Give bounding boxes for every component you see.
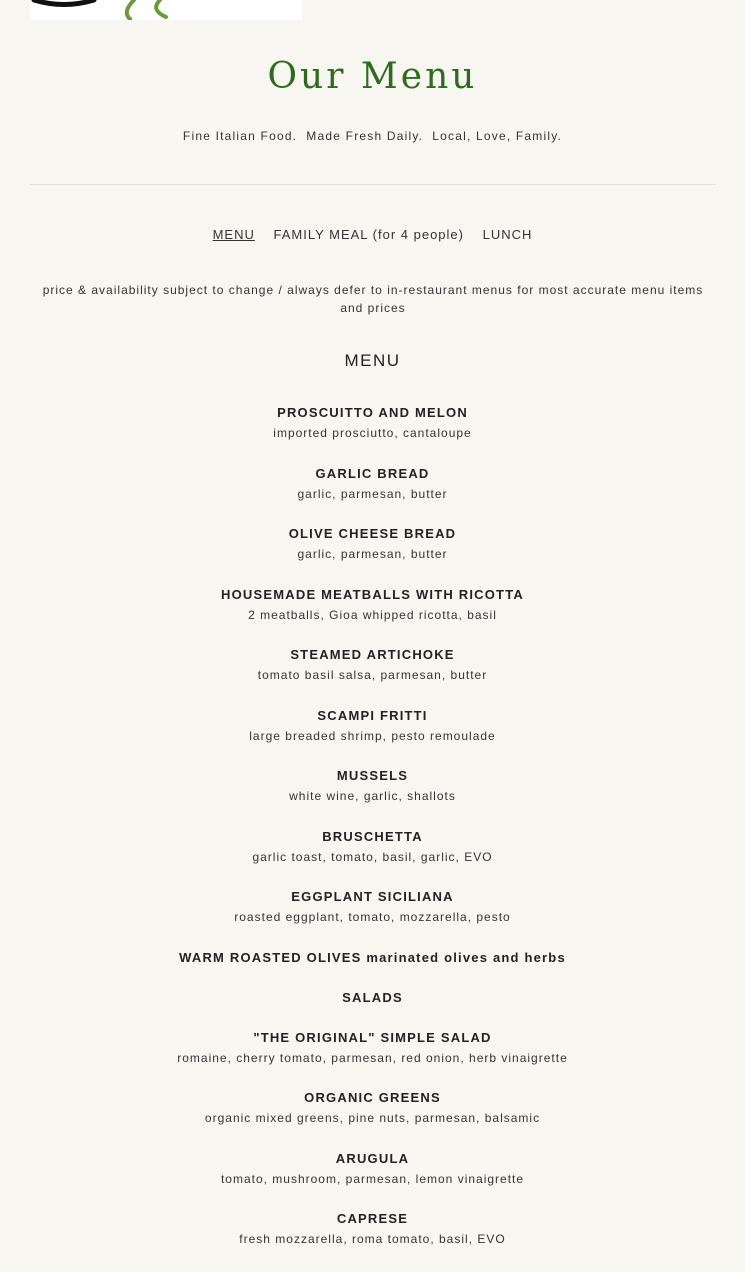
menu-tabs (0, 227, 745, 242)
item-name: "THE ORIGINAL" SIMPLE SALAD (253, 1029, 492, 1045)
menu-item (0, 1030, 745, 1091)
item-name: ORGANIC GREENS (304, 1090, 441, 1105)
item-name: CAPRESE (336, 1211, 409, 1226)
item-description: white wine, garlic, shallots (289, 789, 456, 803)
tab-lunch[interactable]: LUNCH (482, 227, 533, 242)
menu-item (0, 950, 745, 990)
item-description: 2 meatballs, Gioa whipped ricotta, basil (248, 607, 497, 622)
section-subheading-salads (0, 990, 745, 1030)
item-description: garlic, parmesan, butter (297, 547, 448, 561)
item-name: PROSCUITTO AND MELON (277, 405, 468, 420)
menu-item (0, 1151, 745, 1212)
item-name: STEAMED ARTICHOKE (290, 647, 455, 662)
item-description: fresh mozzarella, roma tomato, basil, EVO (239, 1232, 506, 1246)
restaurant-logo-icon (30, 0, 302, 20)
menu-item (0, 889, 745, 950)
menu-item (0, 526, 745, 587)
menu-item (0, 587, 745, 648)
item-name: MUSSELS (336, 768, 409, 783)
menu-list (0, 405, 745, 1272)
disclaimer-text: price & availability subject to change / always defer to in-restaurant menus for most accurate menu items and prices (42, 283, 704, 315)
menu-item (0, 1211, 745, 1272)
tab-menu[interactable]: MENU (212, 227, 255, 242)
item-description: garlic toast, tomato, basil, garlic, EVO (252, 849, 493, 864)
restaurant-logo[interactable] (30, 0, 302, 20)
item-name: EGGPLANT SICILIANA (291, 889, 454, 904)
item-description: garlic, parmesan, butter (297, 486, 448, 501)
item-description: tomato basil salsa, parmesan, butter (257, 668, 488, 682)
item-name: GARLIC BREAD (315, 465, 430, 481)
page-title: Our Menu (267, 56, 478, 97)
item-name: ARUGULA (335, 1150, 410, 1166)
item-description: romaine, cherry tomato, parmesan, red onion, herb vinaigrette (177, 1050, 568, 1065)
item-description: imported prosciutto, cantaloupe (273, 426, 472, 440)
menu-item (0, 768, 745, 829)
menu-item (0, 829, 745, 890)
item-description: large breaded shrimp, pesto remoulade (249, 728, 496, 743)
item-name: WARM ROASTED OLIVES marinated olives and herbs (179, 949, 566, 965)
menu-item (0, 466, 745, 527)
item-description: organic mixed greens, pine nuts, parmesan, balsamic (204, 1111, 541, 1125)
divider (30, 184, 716, 185)
item-name: SCAMPI FRITTI (317, 707, 428, 723)
menu-item (0, 708, 745, 769)
tagline: Fine Italian Food. Made Fresh Daily. Local, Love, Family. (182, 129, 563, 143)
item-name: BRUSCHETTA (322, 828, 423, 844)
menu-item (0, 1090, 745, 1151)
item-description: tomato, mushroom, parmesan, lemon vinaigrette (220, 1171, 525, 1186)
section-heading: MENU (344, 351, 401, 370)
item-name: OLIVE CHEESE BREAD (288, 526, 457, 541)
menu-item (0, 405, 745, 466)
item-name: HOUSEMADE MEATBALLS WITH RICOTTA (221, 586, 524, 602)
item-description: roasted eggplant, tomato, mozzarella, pesto (234, 910, 511, 924)
item-name: SALADS (342, 989, 403, 1005)
tab-family-meal[interactable]: FAMILY MEAL (for 4 people) (273, 227, 464, 242)
menu-item (0, 647, 745, 708)
